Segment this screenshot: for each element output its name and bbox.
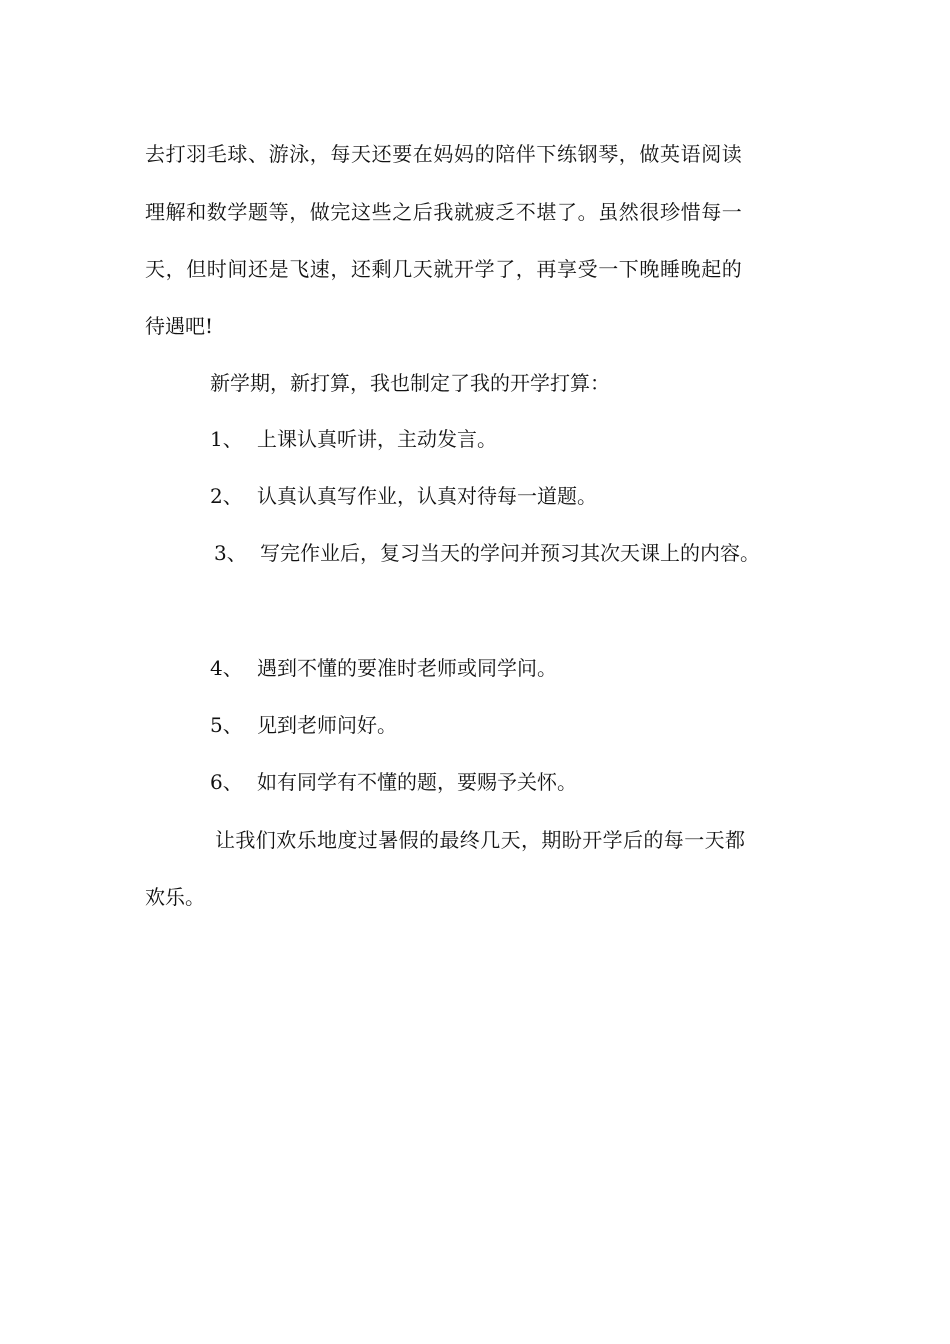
plan-item-number: 6、 <box>210 770 243 794</box>
plan-item-number: 4、 <box>210 656 243 680</box>
paragraph-line: 天，但时间还是飞速，还剩几天就开学了，再享受一下晚睡晚起的 <box>145 257 743 281</box>
paragraph-line: 理解和数学题等，做完这些之后我就疲乏不堪了。虽然很珍惜每一 <box>145 200 743 224</box>
plan-item-number: 5、 <box>210 713 243 737</box>
paragraph-line: 去打羽毛球、游泳，每天还要在妈妈的陪伴下练钢琴，做英语阅读 <box>145 142 743 166</box>
plan-intro: 新学期，新打算，我也制定了我的开学打算： <box>210 371 610 395</box>
paragraph-line: 待遇吧! <box>145 314 214 338</box>
plan-item-text: 上课认真听讲，主动发言。 <box>257 427 497 451</box>
plan-item-text: 写完作业后，复习当天的学问并预习其次天课上的内容。 <box>260 541 760 565</box>
plan-item-text: 认真认真写作业，认真对待每一道题。 <box>257 484 597 508</box>
closing-line: 让我们欢乐地度过暑假的最终几天，期盼开学后的每一天都 <box>215 828 746 852</box>
closing-line: 欢乐。 <box>145 885 205 909</box>
plan-item-number: 3、 <box>214 541 247 565</box>
plan-item-text: 如有同学有不懂的题，要赐予关怀。 <box>257 770 577 794</box>
plan-item-number: 2、 <box>210 484 243 508</box>
plan-item-number: 1、 <box>210 427 243 451</box>
plan-item-text: 见到老师问好。 <box>257 713 397 737</box>
plan-item-text: 遇到不懂的要准时老师或同学问。 <box>257 656 557 680</box>
